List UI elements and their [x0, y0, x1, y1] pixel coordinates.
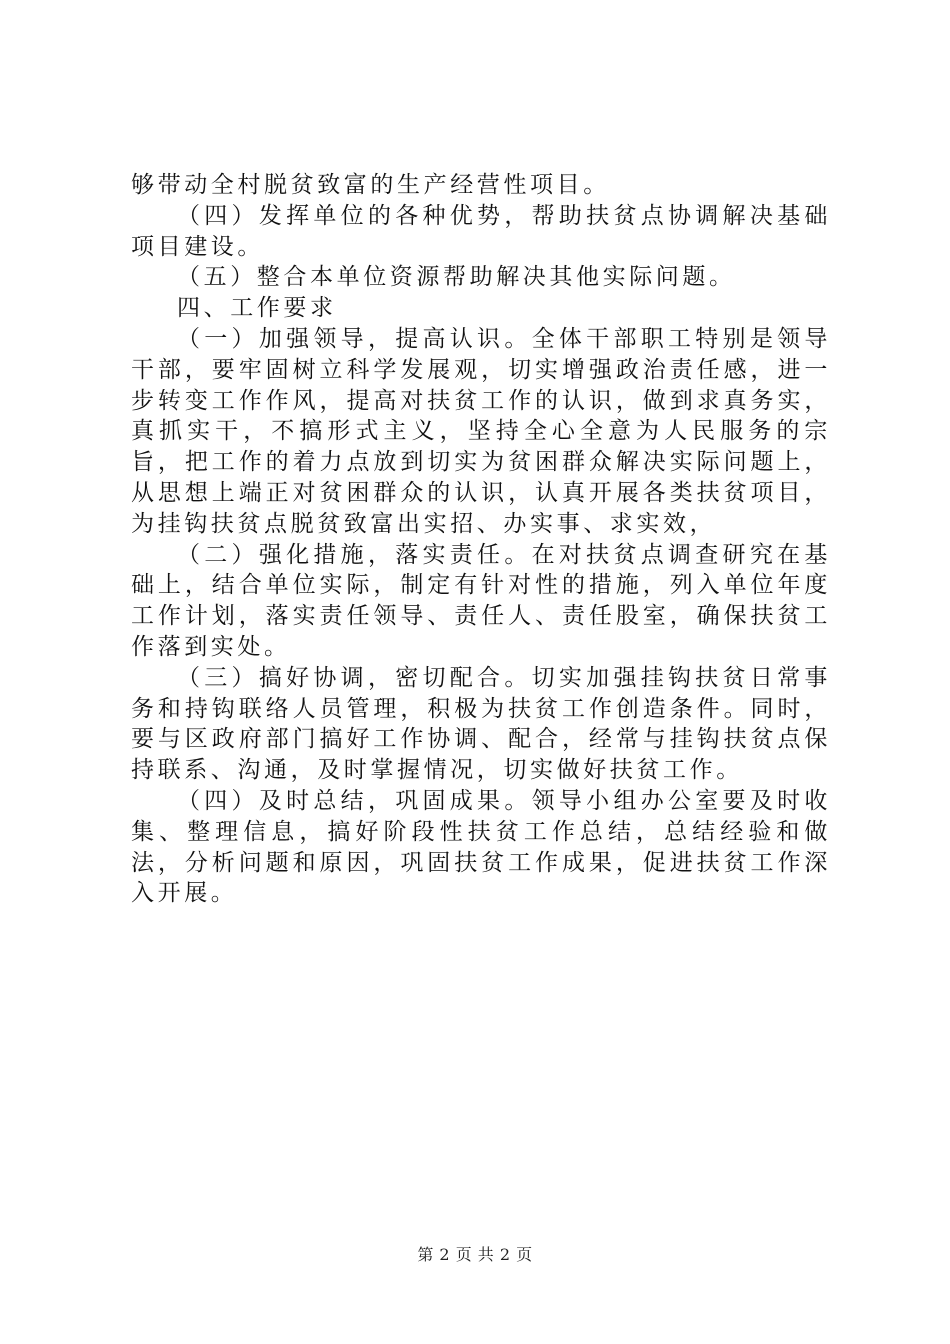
paragraph-requirement-3: （三）搞好协调，密切配合。切实加强挂钩扶贫日常事务和持钩联络人员管理，积极为扶贫工作创造条件。同时，要与区政府部门搞好工作协调、配合，经常与挂钩扶贫点保持联系、沟通，及时掌握情况，切实做好扶贫工作。	[131, 664, 831, 784]
paragraph-requirement-2: （二）强化措施，落实责任。在对扶贫点调查研究在基础上，结合单位实际，制定有针对性的措施，列入单位年度工作计划，落实责任领导、责任人、责任股室，确保扶贫工作落到实处。	[131, 541, 831, 660]
paragraph-item-5: （五）整合本单位资源帮助解决其他实际问题。	[177, 264, 736, 291]
paragraph-requirement-1: （一）加强领导，提高认识。全体干部职工特别是领导干部，要牢固树立科学发展观，切实增强政治责任感，进一步转变工作作风，提高对扶贫工作的认识，做到求真务实，真抓实干，不搞形式主义，坚持全心全意为人民服务的宗旨，把工作的着力点放到切实为贫困群众解决实际问题上，从思想上端正对贫困群众的认识，认真开展各类扶贫项目，为挂钩扶贫点脱贫致富出实招、办实事、求实效，	[131, 325, 831, 537]
paragraph-continuation: 够带动全村脱贫致富的生产经营性项目。	[131, 172, 610, 198]
paragraph-requirement-4: （四）及时总结，巩固成果。领导小组办公室要及时收集、整理信息，搞好阶段性扶贫工作总结，总结经验和做法，分析问题和原因，巩固扶贫工作成果，促进扶贫工作深入开展。	[131, 787, 831, 907]
page-number-footer: 第 2 页 共 2 页	[417, 1245, 533, 1264]
section-heading-work-requirements: 四、工作要求	[177, 295, 337, 322]
paragraph-item-4: （四）发挥单位的各种优势，帮助扶贫点协调解决基础项目建设。	[131, 202, 831, 260]
document-body	[131, 170, 831, 909]
